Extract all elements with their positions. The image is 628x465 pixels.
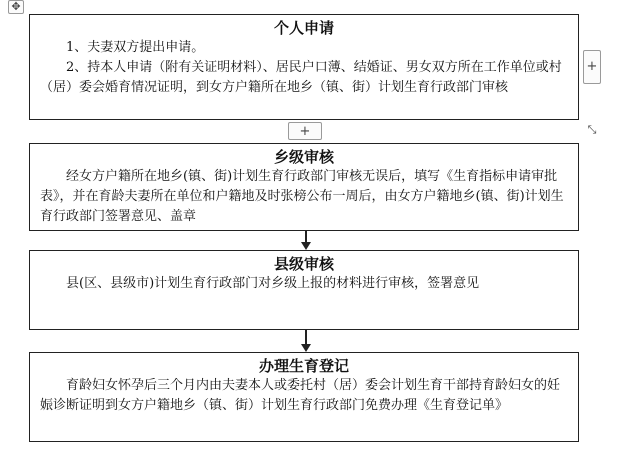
step-title: 县级审核 (273, 255, 334, 273)
move-handle-icon[interactable]: ✥ (8, 0, 24, 14)
step-box-birth-registration[interactable] (29, 352, 579, 442)
step-text: 育龄妇女怀孕后三个月内由夫妻本人或委托村（居）委会计划生育干部持育龄妇女的妊娠诊断证明到女方户籍地乡（镇、街）计划生育行政部门免费办理《生育登记单》 (40, 378, 561, 413)
step-text: 县(区、县级市)计划生育行政部门对乡级上报的材料进行审核，签署意见 (66, 276, 480, 291)
add-right-button[interactable]: + (583, 50, 601, 84)
step-text: 2、持本人申请（附有关证明材料）、居民户口薄、结婚证、男女双方所在工作单位或村（居）委会婚育情况证明，到女方户籍所在地乡（镇、街）计划生育行政部门审核 (40, 60, 562, 95)
resize-handle-icon[interactable]: ⤡ (587, 123, 597, 136)
step-box-county-review[interactable] (29, 250, 579, 330)
flow-arrow-icon (300, 231, 312, 250)
step-title: 个人申请 (273, 19, 334, 37)
flow-arrow-icon (300, 330, 312, 352)
step-text: 1、夫妻双方提出申请。 (66, 40, 205, 55)
step-box-township-review[interactable] (29, 143, 579, 231)
step-text: 经女方户籍所在地乡(镇、街)计划生育行政部门审核无误后，填写《生育指标申请审批表》，并在育龄夫妻所在单位和户籍地及时张榜公布一周后，由女方户籍地乡(镇、街)计划生育行政部门签署意见、盖章 (40, 169, 564, 224)
step-title: 乡级审核 (273, 148, 334, 166)
step-box-personal-application[interactable] (29, 14, 579, 120)
step-title: 办理生育登记 (258, 357, 349, 375)
add-below-button[interactable]: + (288, 122, 322, 140)
